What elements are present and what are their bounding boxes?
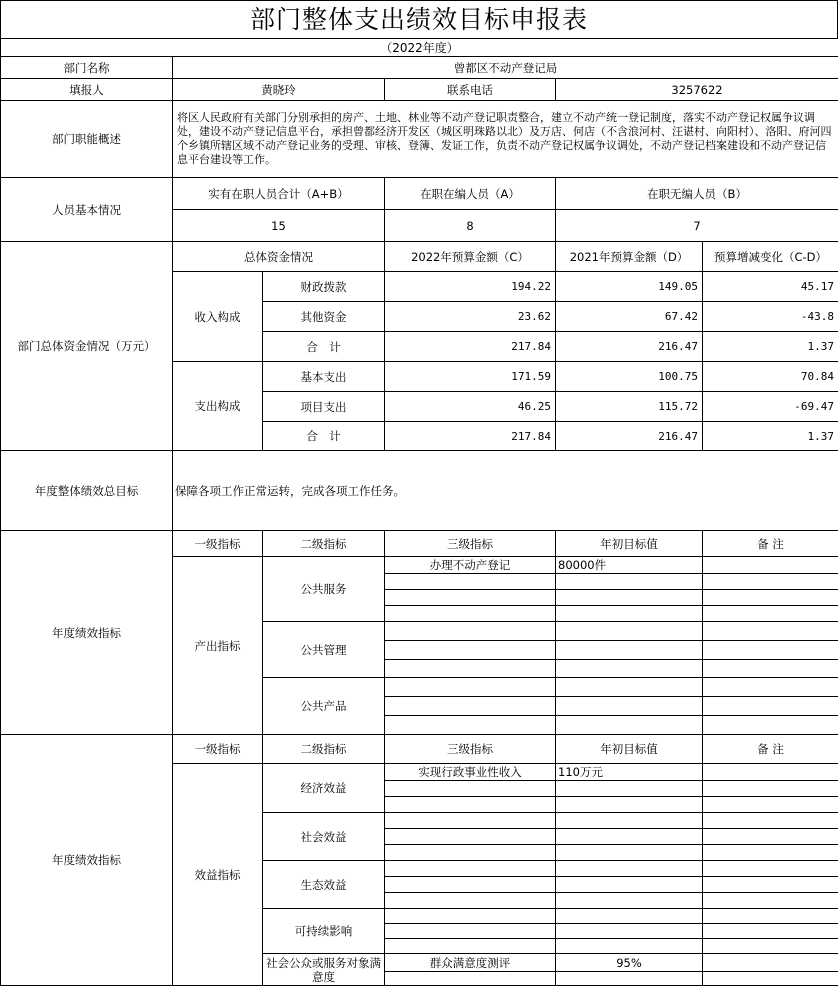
expense-label: 支出构成 (173, 362, 263, 451)
staff-header-b: 在职无编人员（B） (556, 178, 838, 210)
empty-cell (385, 861, 556, 877)
empty-cell (556, 909, 703, 924)
indicator-target: 80000件 (556, 557, 703, 574)
empty-cell (385, 574, 556, 590)
indicator-target: 95% (556, 954, 703, 972)
fund-row-name: 财政拨款 (263, 272, 385, 302)
goal-text: 保障各项工作正常运转，完成各项工作任务。 (173, 451, 838, 531)
staff-a: 8 (385, 210, 556, 242)
funds-header-overall: 总体资金情况 (173, 242, 385, 272)
fund-row-d: 67.42 (556, 302, 703, 332)
output-group: 公共服务 (263, 557, 385, 622)
empty-cell (703, 845, 838, 861)
filler-name: 黄晓玲 (173, 79, 385, 101)
empty-cell (703, 893, 838, 909)
empty-cell (703, 972, 838, 986)
empty-cell (385, 845, 556, 861)
fund-row-diff: 1.37 (703, 422, 838, 451)
benefit-group: 经济效益 (263, 764, 385, 813)
empty-cell (385, 972, 556, 986)
header-note: 备 注 (703, 531, 838, 557)
header-target: 年初目标值 (556, 735, 703, 764)
empty-cell (703, 716, 838, 735)
empty-cell (703, 590, 838, 606)
header-level2: 二级指标 (263, 531, 385, 557)
duty-text: 将区人民政府有关部门分别承担的房产、土地、林业等不动产登记职责整合，建立不动产统一登记制度，落实不动产登记权属争议调处，建设不动产登记信息平台，承担曾都经济开发区（城区明珠路以北）及万店、何店（不含浪河村、汪谌村、向阳村）、洛阳、府河四个乡镇所辖区域不动产登记业务的受理、审核、登簿、发证工作，负责不动产登记权属争议调处，不动产登记档案建设和不动产登记信息平台建设等工作。 (173, 101, 838, 178)
empty-cell (556, 877, 703, 893)
empty-cell (556, 829, 703, 845)
fund-row-d: 216.47 (556, 332, 703, 362)
fund-row-d: 149.05 (556, 272, 703, 302)
benefit-group: 社会公众或服务对象满意度 (263, 954, 385, 986)
fund-row-c: 217.84 (385, 422, 556, 451)
dept-name-label: 部门名称 (1, 57, 173, 79)
empty-cell (556, 574, 703, 590)
fund-row-diff: -69.47 (703, 392, 838, 422)
output-group: 公共管理 (263, 622, 385, 678)
header-level3: 三级指标 (385, 531, 556, 557)
fund-row-d: 115.72 (556, 392, 703, 422)
empty-cell (703, 574, 838, 590)
empty-cell (703, 678, 838, 697)
empty-cell (556, 939, 703, 954)
empty-cell (385, 590, 556, 606)
benefit-group: 可持续影响 (263, 909, 385, 954)
page-title: 部门整体支出绩效目标申报表 (0, 0, 838, 38)
dept-name-value: 曾都区不动产登记局 (173, 57, 838, 79)
empty-cell (556, 697, 703, 716)
indicator-note (703, 557, 838, 574)
empty-cell (703, 641, 838, 660)
header-level2: 二级指标 (263, 735, 385, 764)
indicator-name: 群众满意度测评 (385, 954, 556, 972)
benefit-group: 生态效益 (263, 861, 385, 909)
empty-cell (703, 813, 838, 829)
empty-cell (385, 829, 556, 845)
empty-cell (556, 716, 703, 735)
empty-cell (385, 877, 556, 893)
fund-row-diff: 70.84 (703, 362, 838, 392)
year-label: （2022年度） (1, 39, 838, 57)
empty-cell (556, 893, 703, 909)
fund-row-diff: 45.17 (703, 272, 838, 302)
empty-cell (556, 622, 703, 641)
empty-cell (556, 781, 703, 797)
empty-cell (385, 660, 556, 678)
staff-b: 7 (556, 210, 838, 242)
fund-row-name: 基本支出 (263, 362, 385, 392)
header-target: 年初目标值 (556, 531, 703, 557)
empty-cell (385, 939, 556, 954)
funds-header-d: 2021年预算金额（D） (556, 242, 703, 272)
benefit-group: 社会效益 (263, 813, 385, 861)
header-level3: 三级指标 (385, 735, 556, 764)
empty-cell (703, 909, 838, 924)
fund-row-name: 其他资金 (263, 302, 385, 332)
fund-row-c: 217.84 (385, 332, 556, 362)
empty-cell (703, 924, 838, 939)
fund-row-diff: 1.37 (703, 332, 838, 362)
empty-cell (556, 678, 703, 697)
benefit-level1: 效益指标 (173, 764, 263, 986)
output-section-label: 年度绩效指标 (1, 531, 173, 735)
output-group: 公共产品 (263, 678, 385, 735)
fund-row-c: 46.25 (385, 392, 556, 422)
indicator-name: 办理不动产登记 (385, 557, 556, 574)
indicator-note (703, 764, 838, 781)
empty-cell (385, 813, 556, 829)
empty-cell (703, 939, 838, 954)
empty-cell (385, 797, 556, 813)
empty-cell (556, 972, 703, 986)
empty-cell (556, 861, 703, 877)
empty-cell (385, 641, 556, 660)
indicator-name: 实现行政事业性收入 (385, 764, 556, 781)
empty-cell (556, 813, 703, 829)
empty-cell (703, 861, 838, 877)
fund-row-name: 合 计 (263, 422, 385, 451)
empty-cell (703, 877, 838, 893)
empty-cell (385, 716, 556, 735)
empty-cell (556, 641, 703, 660)
phone-label: 联系电话 (385, 79, 556, 101)
goal-label: 年度整体绩效总目标 (1, 451, 173, 531)
staff-header-total: 实有在职人员合计（A+B） (173, 178, 385, 210)
empty-cell (385, 697, 556, 716)
fund-row-diff: -43.8 (703, 302, 838, 332)
header-level1: 一级指标 (173, 531, 263, 557)
empty-cell (703, 622, 838, 641)
phone-value: 3257622 (556, 79, 838, 101)
fund-row-c: 23.62 (385, 302, 556, 332)
empty-cell (703, 606, 838, 622)
indicator-target: 110万元 (556, 764, 703, 781)
empty-cell (556, 797, 703, 813)
header-note: 备 注 (703, 735, 838, 764)
funds-header-c: 2022年预算金额（C） (385, 242, 556, 272)
fund-row-d: 100.75 (556, 362, 703, 392)
empty-cell (385, 909, 556, 924)
staff-header-a: 在职在编人员（A） (385, 178, 556, 210)
header-level1: 一级指标 (173, 735, 263, 764)
output-level1: 产出指标 (173, 557, 263, 735)
benefit-section-label: 年度绩效指标 (1, 735, 173, 986)
income-label: 收入构成 (173, 272, 263, 362)
fund-row-name: 合 计 (263, 332, 385, 362)
staff-label: 人员基本情况 (1, 178, 173, 242)
empty-cell (556, 606, 703, 622)
filler-label: 填报人 (1, 79, 173, 101)
fund-row-c: 194.22 (385, 272, 556, 302)
empty-cell (703, 781, 838, 797)
fund-row-d: 216.47 (556, 422, 703, 451)
fund-row-name: 项目支出 (263, 392, 385, 422)
empty-cell (556, 660, 703, 678)
empty-cell (556, 590, 703, 606)
funds-label: 部门总体资金情况（万元） (1, 242, 173, 451)
empty-cell (703, 697, 838, 716)
fund-row-c: 171.59 (385, 362, 556, 392)
indicator-note (703, 954, 838, 972)
empty-cell (385, 606, 556, 622)
empty-cell (385, 893, 556, 909)
empty-cell (385, 924, 556, 939)
report-table (0, 38, 838, 986)
empty-cell (385, 781, 556, 797)
empty-cell (556, 845, 703, 861)
empty-cell (703, 829, 838, 845)
duty-label: 部门职能概述 (1, 101, 173, 178)
empty-cell (385, 678, 556, 697)
funds-header-diff: 预算增减变化（C-D） (703, 242, 838, 272)
empty-cell (703, 660, 838, 678)
empty-cell (556, 924, 703, 939)
empty-cell (385, 622, 556, 641)
empty-cell (703, 797, 838, 813)
staff-total: 15 (173, 210, 385, 242)
